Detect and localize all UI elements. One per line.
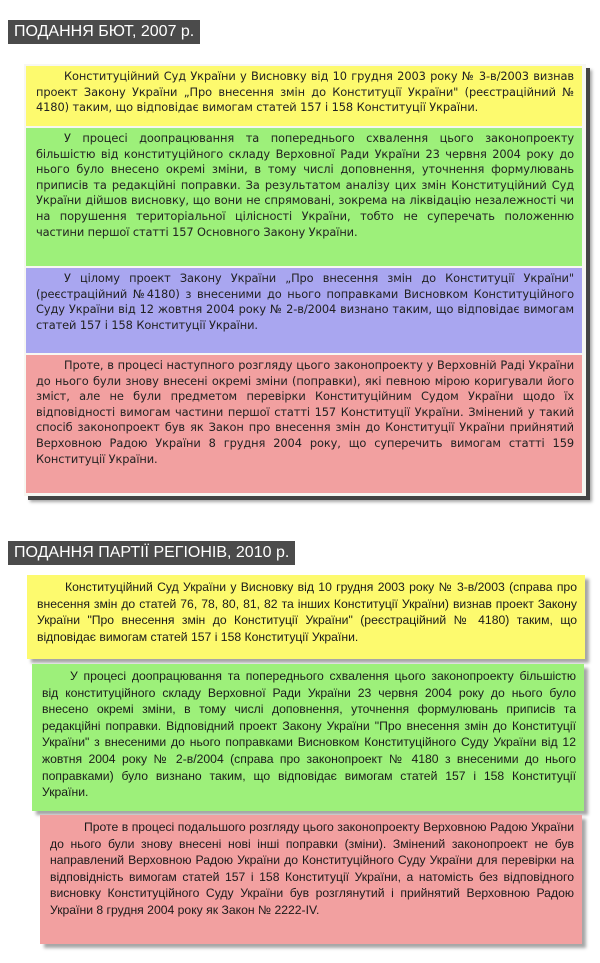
paragraph-text: Проте в процесі подальшого розгляду цього законопроекту Верховною Радою України до нього були знову внесені нові інші поправки (зміни). Змінений законопроект не був направлений Верховною Радою України до Конституційного Суду України для перевірки на відповідність вимогам статей 157 і 158 Конституції України, а натомість без відповідного висновку Конституційного Суду України був розглянутий і прийнятий Верховною Радою України 8 грудня 2004 року як Закон № 2222-IV. [50,820,574,917]
paragraph-text: У процесі доопрацювання та попереднього схвалення цього законопроекту більшістю від конституційного складу Верховної Ради України 23 червня 2004 року до нього було внесено окремі зміни, в тому числі доповнення, уточнення формулювань приписів та редакційні поправки. Відповідний проект Закону України "Про внесення змін до Конституції України" з внесеними до нього поправками Висновком Конституційного Суду України від 12 жовтня 2004 року № 2-в/2004 (справа про законопроект № 4180 з внесеними до нього поправками) було визнано таким, що відповідає вимогам статей 157 і 158 Конституції України. [42,669,576,800]
paragraph-red-2010 [40,815,582,944]
paragraph-text: Конституційний Суд України у Висновку від 10 грудня 2003 року № 3-в/2003 (справа про внесення змін до статей 76, 78, 80, 81, 82 та інших Конституції України) визнав проект Закону України "Про внесення змін до Конституції України" (реєстраційний № 4180) таким, що відповідає вимогам статей 157 і 158 Конституції України. [37,580,577,644]
scanned-document-2007 [24,64,586,496]
paragraph-red-2007 [26,355,582,493]
paragraph-green-2010 [32,664,584,811]
paragraph-text: У процесі доопрацювання та попереднього схвалення цього законопроекту більшістю від конституційного складу Верховної Ради України 23 червня 2004 року до нього було внесено окремі зміни, в тому числі доповнення, уточнення формулювань приписів та редакційні поправки. За результатом аналізу цих змін Конституційний Суд України дійшов висновку, що вони не спрямовані, зокрема на ліквідацію незалежності чи на порушення територіальної цілісності України, тобто не суперечать положенню частини першої статті 157 Основного Закону України. [36,131,574,239]
paragraph-blue-2007 [26,268,582,353]
paragraph-yellow-2007 [26,66,582,126]
section-title-2010: ПОДАННЯ ПАРТІЇ РЕГІОНІВ, 2010 р. [8,541,295,565]
section-title-2007: ПОДАННЯ БЮТ, 2007 р. [8,20,200,44]
paragraph-text: Проте, в процесі наступного розгляду цього законопроекту у Верховній Раді України до нього були знову внесені окремі зміни (поправки), які певною мірою коригували його зміст, але не були предметом перевірки Конституційним Судом України щодо їх відповідності вимогам частини першої статті 157 Конституції України. Змінений у такий спосіб законопроект був як Закон про внесення змін до Конституції України прийнятий Верховною Радою України 8 грудня 2004 року, що суперечить вимогам статті 159 Конституції України. [36,358,574,466]
paragraph-text: У цілому проект Закону України „Про внесення змін до Конституції України" (реєстраційний №4180) з внесеними до нього поправками Висновком Конституційного Суду України від 12 жовтня 2004 року № 2-в/2004 визнано таким, що відповідає вимогам статей 157 і 158 Конституції України. [36,271,574,332]
paragraph-text: Конституційний Суд України у Висновку від 10 грудня 2003 року № 3-в/2003 визнав проект Закону України „Про внесення змін до Конституції України" (реєстраційний № 4180) таким, що відповідає вимогам статей 157 і 158 Конституції України. [36,69,574,115]
paragraph-yellow-2010 [27,575,585,659]
paragraph-green-2007 [26,128,582,266]
